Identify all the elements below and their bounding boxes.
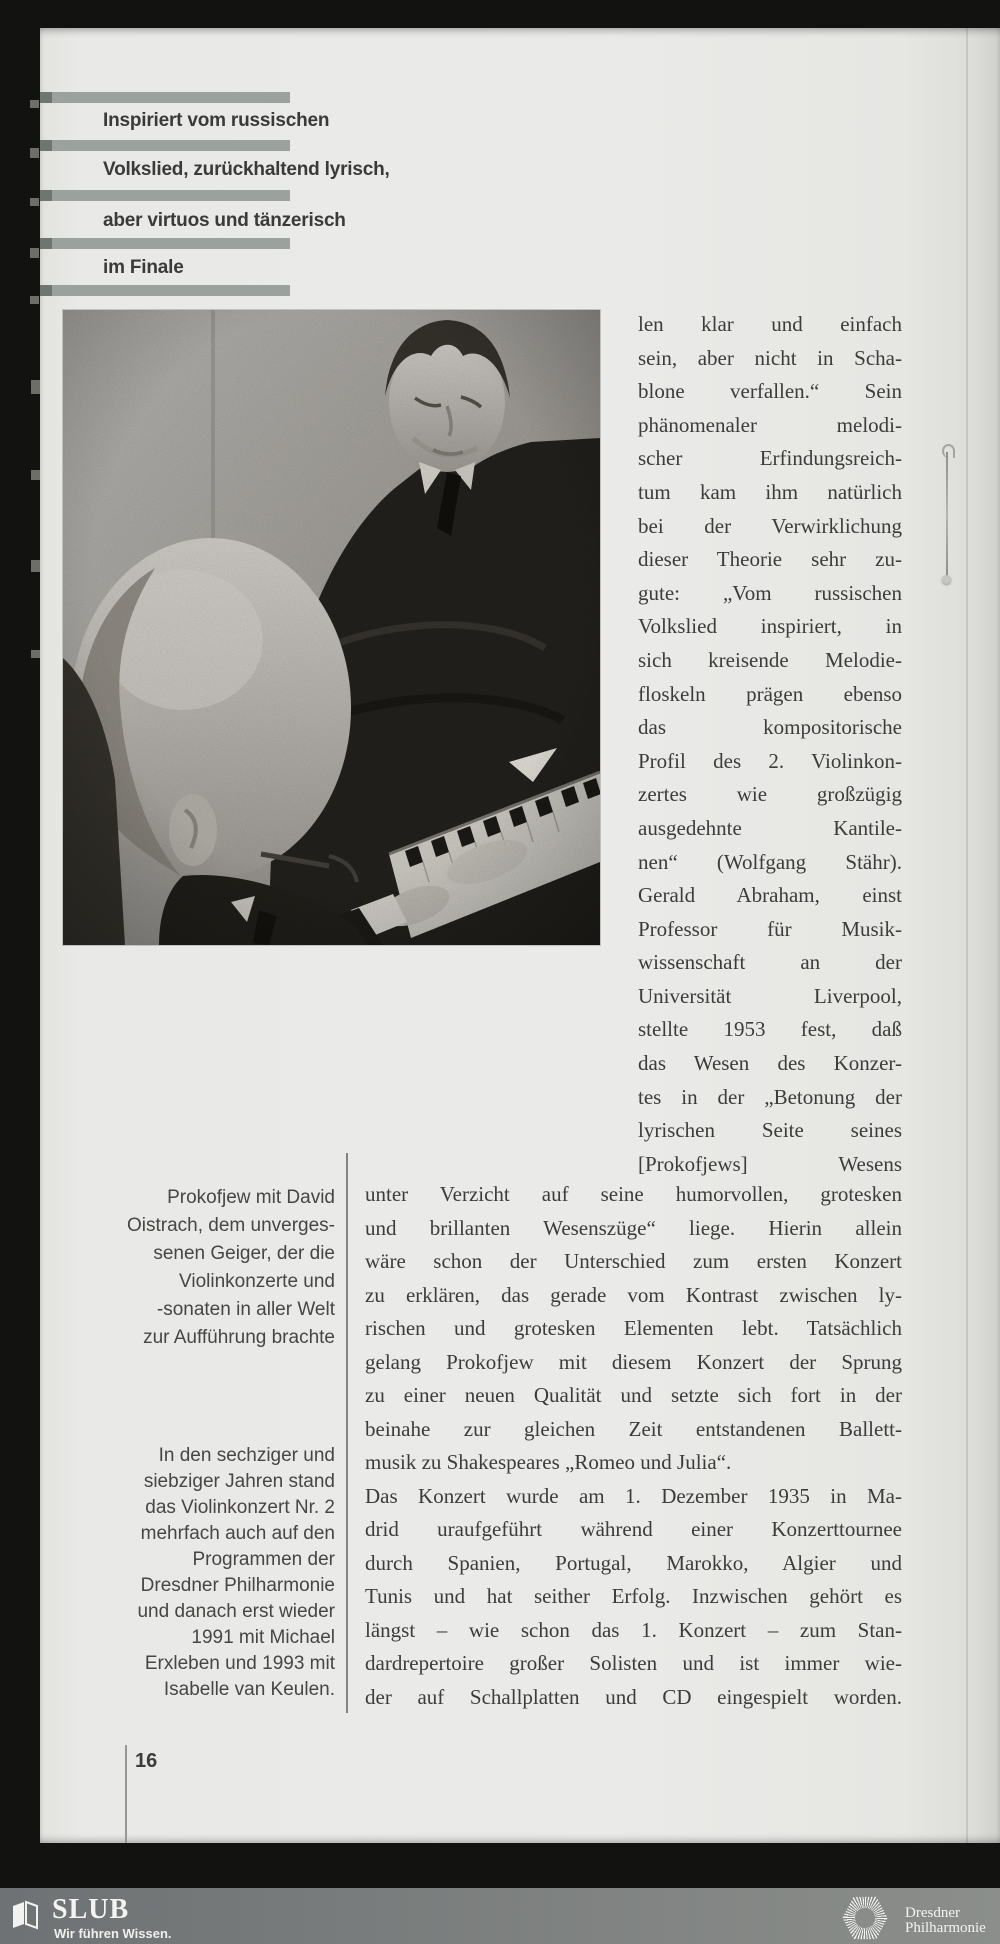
text-line: sein, aber nicht in Scha- bbox=[638, 345, 902, 370]
philharmonie-wordmark bbox=[905, 1906, 986, 1936]
text-line: Oistrach, dem unverges- bbox=[126, 1215, 335, 1236]
binding-mark bbox=[30, 198, 39, 206]
text-line: scher Erfindungsreich- bbox=[638, 446, 902, 471]
text-line: -sonaten in aller Welt bbox=[156, 1299, 335, 1320]
text-line: len klar und einfach bbox=[638, 312, 902, 336]
text-line: durch Spanien, Portugal, Marokko, Algier und bbox=[365, 1550, 902, 1575]
text-line: der auf Schallplatten und CD eingespielt worden. bbox=[365, 1684, 902, 1709]
footer-bar bbox=[0, 1888, 1000, 1944]
text-line: unter Verzicht auf seine humorvollen, grotesken bbox=[365, 1182, 902, 1206]
slub-wordmark: SLUB bbox=[52, 1894, 130, 1925]
text-line: wissenschaft an der bbox=[638, 950, 902, 975]
binding-mark bbox=[31, 470, 40, 480]
binding-mark bbox=[30, 296, 39, 304]
text-line: Professor für Musik- bbox=[638, 916, 902, 941]
text-line: Isabelle van Keulen. bbox=[163, 1679, 335, 1700]
text-line: Universität Liverpool, bbox=[638, 983, 902, 1008]
binding-mark bbox=[31, 380, 40, 394]
text-line: [Prokofjews] Wesens bbox=[638, 1151, 902, 1176]
binding-mark bbox=[31, 650, 40, 658]
slub-tagline: Wir führen Wissen. bbox=[54, 1926, 172, 1941]
headline-accent-bar bbox=[40, 238, 290, 249]
text-line: 1991 mit Michael bbox=[191, 1627, 335, 1648]
text-line: zu erklären, das gerade vom Kontrast zwischen ly- bbox=[365, 1282, 902, 1307]
text-line: im Finale bbox=[103, 257, 184, 278]
text-line: tes in der „Betonung der bbox=[638, 1084, 902, 1109]
page-crease bbox=[966, 28, 968, 1843]
binding-mark bbox=[30, 148, 39, 158]
text-line: senen Geiger, der die bbox=[153, 1243, 335, 1264]
headline-accent-bar bbox=[40, 140, 290, 151]
text-line: siebziger Jahren stand bbox=[143, 1471, 335, 1492]
binding-mark bbox=[30, 100, 39, 108]
text-line: zertes wie großzügig bbox=[638, 782, 902, 807]
binding-mark bbox=[31, 560, 40, 572]
text-line: In den sechziger und bbox=[158, 1445, 335, 1466]
text-line: Tunis und hat seither Erfolg. Inzwischen gehört es bbox=[365, 1584, 902, 1608]
text-line: zu einer neuen Qualität und setzte sich fort in der bbox=[365, 1383, 902, 1407]
body-column-wide bbox=[365, 1178, 902, 1714]
body-column-narrow bbox=[638, 308, 902, 1181]
text-line: Violinkonzerte und bbox=[179, 1271, 335, 1292]
text-line: stellte 1953 fest, daß bbox=[638, 1017, 902, 1042]
text-line: gute: „Vom russischen bbox=[638, 580, 902, 605]
text-line: Das Konzert wurde am 1. Dezember 1935 in Ma- bbox=[365, 1483, 902, 1508]
text-line: Profil des 2. Violinkon- bbox=[638, 748, 902, 773]
prokofjew-oistrach-photo bbox=[63, 310, 600, 945]
binding-mark bbox=[30, 248, 39, 258]
text-line: phänomenaler melodi- bbox=[638, 412, 902, 437]
text-line: drid uraufgeführt während einer Konzerttournee bbox=[365, 1517, 902, 1541]
text-line: dardrepertoire großer Solisten und ist immer wie- bbox=[365, 1651, 902, 1675]
page-scan bbox=[40, 28, 1000, 1843]
text-line: Erxleben und 1993 mit bbox=[144, 1653, 335, 1674]
text-line: und brillanten Wesenszüge“ liege. Hierin allein bbox=[365, 1215, 902, 1240]
text-line: blone verfallen.“ Sein bbox=[638, 379, 902, 404]
text-line: musik zu Shakespeares „Romeo und Julia“. bbox=[365, 1450, 732, 1474]
text-line: das kompositorische bbox=[638, 715, 902, 740]
text-line: das Violinkonzert Nr. 2 bbox=[145, 1497, 335, 1518]
philharmonie-sunburst-hole bbox=[855, 1908, 875, 1928]
philharmonie-wordmark-line1: Dresdner bbox=[905, 1905, 960, 1921]
headline-accent-bar bbox=[40, 285, 290, 296]
text-line: Inspiriert vom russischen bbox=[103, 110, 330, 131]
text-line: floskeln prägen ebenso bbox=[638, 681, 902, 706]
text-line: tum kam ihm natürlich bbox=[638, 479, 902, 504]
binding-staple bbox=[946, 452, 948, 576]
photo-caption bbox=[60, 1184, 335, 1352]
text-line: zur Aufführung brachte bbox=[143, 1327, 335, 1348]
text-line: beinahe zur gleichen Zeit entstandenen Ballett- bbox=[365, 1416, 902, 1441]
text-line: längst – wie schon das 1. Konzert – zum Stan- bbox=[365, 1617, 902, 1642]
text-line: lyrischen Seite seines bbox=[638, 1118, 902, 1143]
text-line: wäre schon der Unterschied zum ersten Konzert bbox=[365, 1249, 902, 1273]
text-line: mehrfach auch auf den bbox=[140, 1523, 335, 1544]
program-note-caption bbox=[60, 1443, 335, 1703]
text-line: Volkslied, zurückhaltend lyrisch, bbox=[103, 159, 390, 180]
text-line: Gerald Abraham, einst bbox=[638, 883, 902, 908]
text-line: dieser Theorie sehr zu- bbox=[638, 547, 902, 572]
text-line: und danach erst wieder bbox=[137, 1601, 335, 1622]
column-divider-rule bbox=[346, 1153, 348, 1713]
text-line: das Wesen des Konzer- bbox=[638, 1051, 902, 1076]
text-line: aber virtuos und tänzerisch bbox=[103, 210, 346, 231]
text-line: Programmen der bbox=[192, 1549, 335, 1570]
text-line: Prokofjew mit David bbox=[167, 1187, 335, 1208]
slub-book-icon bbox=[10, 1899, 40, 1936]
text-line: bei der Verwirklichung bbox=[638, 513, 902, 538]
headline-accent-bar bbox=[40, 92, 290, 103]
text-line: sich kreisende Melodie- bbox=[638, 647, 902, 672]
text-line: ausgedehnte Kantile- bbox=[638, 815, 902, 840]
page-number: 16 bbox=[135, 1750, 158, 1772]
headline-accent-bar bbox=[40, 190, 290, 201]
philharmonie-wordmark-line2: Philharmonie bbox=[905, 1920, 986, 1936]
text-line: nen“ (Wolfgang Stähr). bbox=[638, 849, 902, 874]
text-line: Dresdner Philharmonie bbox=[140, 1575, 335, 1596]
text-line: rischen und grotesken Elementen lebt. Tatsächlich bbox=[365, 1316, 902, 1340]
text-line: Volkslied inspiriert, in bbox=[638, 614, 902, 639]
text-line: gelang Prokofjew mit diesem Konzert der Sprung bbox=[365, 1349, 902, 1374]
page-number-rule bbox=[125, 1745, 127, 1843]
